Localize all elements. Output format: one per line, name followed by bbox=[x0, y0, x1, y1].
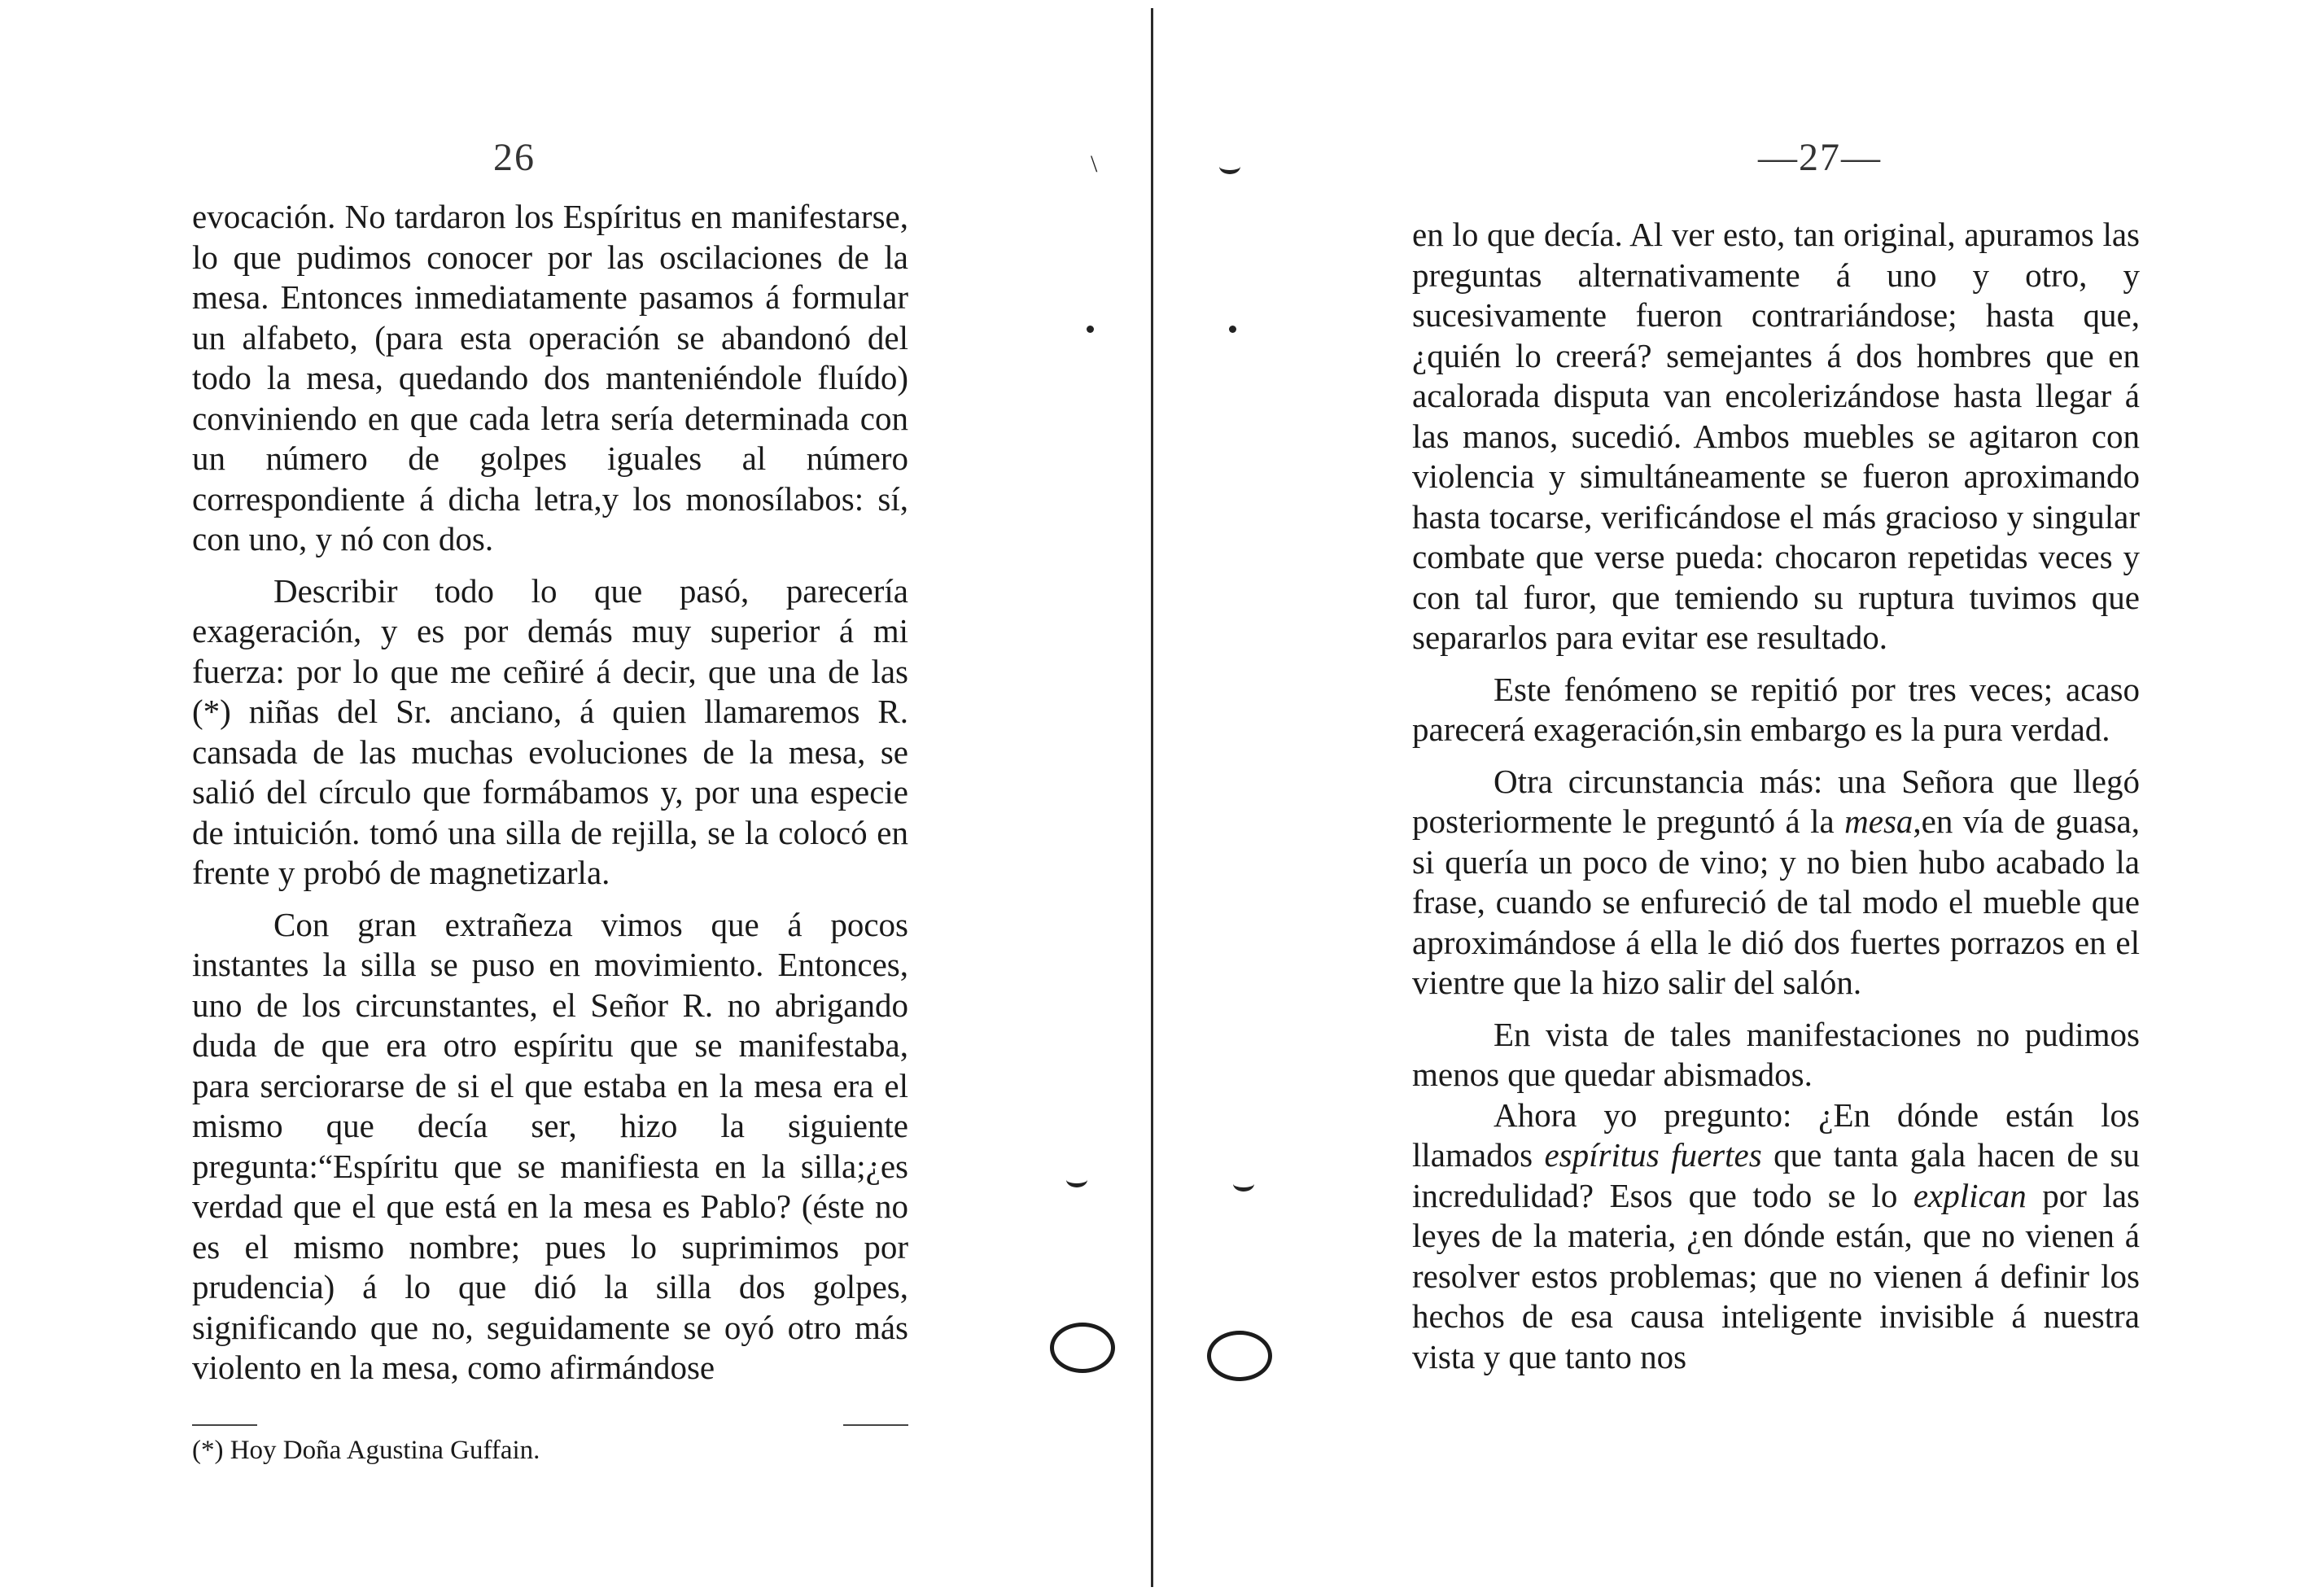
paragraph: En vista de tales manifestaciones no pudimos menos que quedar abismados. bbox=[1412, 1015, 2140, 1093]
text-run: Ahora yo pregunto: ¿En dónde están los llamados bbox=[1412, 1095, 2140, 1174]
footnote-rule bbox=[192, 1424, 257, 1426]
emphasis: mesa bbox=[1844, 802, 1913, 840]
left-page-text bbox=[192, 197, 908, 1388]
emphasis: explican bbox=[1913, 1176, 2027, 1214]
footnote-rule bbox=[843, 1424, 908, 1426]
paragraph: Con gran extrañeza vimos que á pocos instantes la silla se puso en movimiento. Entonces, uno de los circunstantes, el Señor R. no abrigando duda de que era otro espíritu que se manifestaba, para serciorarse de si el que estaba en la mesa era el mismo que decía ser, hizo la siguiente pregunta:“Espíritu que se manifiesta en la silla;¿es verdad que el que está en la mesa es Pablo? (éste no es el mismo nombre; pues lo suprimimos por prudencia) á lo que dió la silla dos golpes, significando que no, seguidamente se oyó otro más violento en la mesa, como afirmándose bbox=[192, 905, 908, 1386]
right-page-text bbox=[1412, 215, 2140, 1377]
scan-speck-icon bbox=[1229, 326, 1236, 333]
text-run: que tanta gala hacen de su incredulidad? Esos que todo se lo bbox=[1412, 1136, 2140, 1214]
text-run: ,en vía de guasa, si quería un poco de vino; y no bien hubo acabado la frase, cuando se enfureció de tal modo el mueble que aproximándose á ella le dió dos fuertes porrazos en el vientre que la hizo salir del salón. bbox=[1412, 802, 2140, 1001]
text-run: Otra circunstancia más: una Señora que llegó posteriormente le preguntó á la bbox=[1412, 762, 2140, 840]
paragraph bbox=[1412, 1095, 2140, 1378]
paragraph: Describir todo lo que pasó, parecería exageración, y es por demás muy superior á mi fuerza: por lo que me ceñiré á decir, que una de las (*) niñas del Sr. anciano, á quien llamaremos R. cansada de las muchas evoluciones de la mesa, se salió del círculo que formábamos y, por una especie de intuición. tomó una silla de rejilla, se la colocó en frente y probó de magnetizarla. bbox=[192, 571, 908, 891]
scan-mark-icon bbox=[1233, 1176, 1254, 1192]
punch-hole-icon bbox=[1207, 1331, 1272, 1381]
punch-hole-icon bbox=[1050, 1323, 1115, 1373]
paragraph: en lo que decía. Al ver esto, tan original, apuramos las preguntas alternativamente á uno y otro, y sucesivamente fueron contrariándose; hasta que, ¿quién lo creerá? semejantes á dos hombres que en acalorada disputa van encolerizándose hasta llegar á las manos, sucedió. Ambos muebles se agitaron con violencia y simultáneamente se fueron aproximando hasta tocarse, verificándose el más gracioso y singular combate que verse pueda: chocaron repetidas veces y con tal furor, que temiendo su ruptura tuvimos que separarlos para evitar ese resultado. bbox=[1412, 216, 2140, 656]
paragraph bbox=[1412, 762, 2140, 1004]
scan-mark-icon: \ bbox=[1091, 151, 1098, 177]
scan-mark-icon bbox=[1066, 1172, 1087, 1187]
emphasis: espíritus fuertes bbox=[1544, 1136, 1762, 1174]
book-gutter bbox=[1151, 8, 1153, 1587]
page-number-right: —27— bbox=[1758, 136, 1882, 179]
page-number-left: 26 bbox=[493, 136, 536, 179]
paragraph: evocación. No tardaron los Espíritus en manifestarse, lo que pudimos conocer por las oscilaciones de la mesa. Entonces inmediatamente pasamos á formular un alfabeto, (para esta operación se abandonó del todo la mesa, quedando dos manteniéndole fluído) conviniendo en que cada letra sería determinada con un número de golpes iguales al número correspondiente á dicha letra,y los monosílabos: sí, con uno, y nó con dos. bbox=[192, 198, 908, 558]
footnote: (*) Hoy Doña Agustina Guffain. bbox=[192, 1436, 540, 1465]
scan-mark-icon bbox=[1219, 159, 1240, 174]
paragraph: Este fenómeno se repitió por tres veces; acaso parecerá exageración,sin embargo es la pura verdad. bbox=[1412, 670, 2140, 748]
scan-speck-icon bbox=[1087, 326, 1094, 333]
text-run: por las leyes de la materia, ¿en dónde están, que no vienen á resolver estos problemas; que no vienen á definir los hechos de esa causa inteligente invisible á nuestra vista y que tanto nos bbox=[1412, 1176, 2140, 1375]
